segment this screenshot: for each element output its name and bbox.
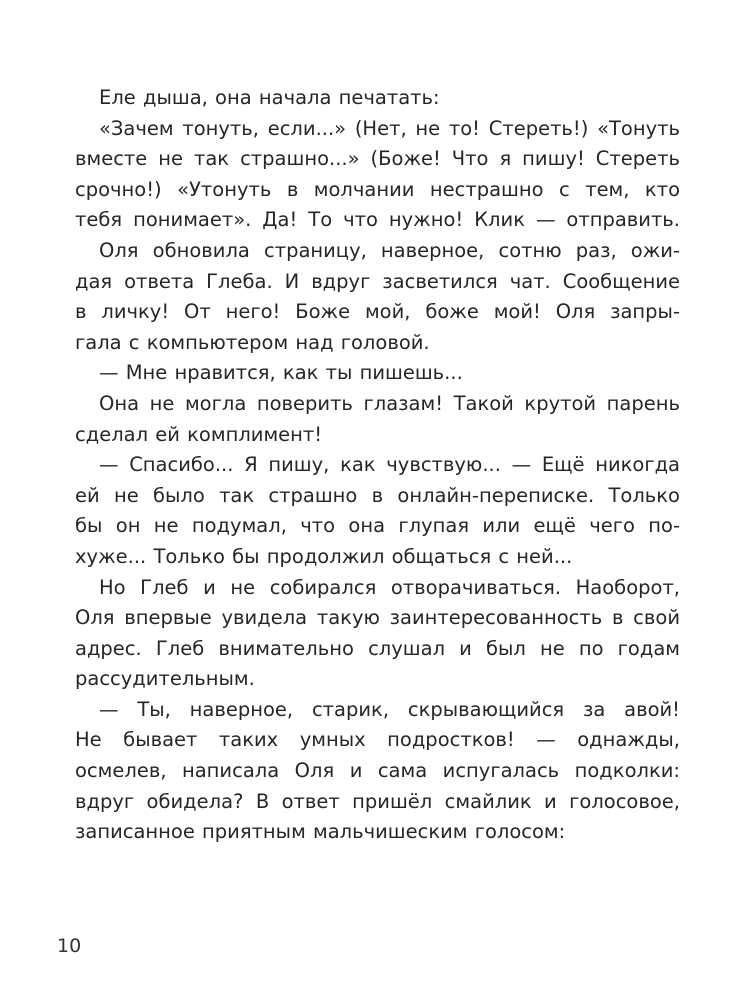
text-line: Она не могла поверить глазам! Такой крутой парень	[99, 391, 680, 415]
text-line: в личку! От него! Боже мой, боже мой! Оля запры-	[75, 300, 680, 324]
body-text	[75, 83, 680, 848]
text-line: дая ответа Глеба. И вдруг засветился чат. Сообщение	[75, 269, 680, 293]
text-line: бы он не подумал, что она глупая или ещё чего по-	[75, 514, 680, 538]
text-line: — Ты, наверное, старик, скрывающийся за авой!	[99, 697, 680, 721]
text-line: Но Глеб и не собирался отворачиваться. Наоборот,	[99, 575, 680, 599]
text-line: тебя понимает». Да! То что нужно! Клик — отправить.	[75, 208, 680, 232]
text-line: Оля обновила страницу, наверное, сотню раз, ожи-	[99, 238, 680, 262]
text-line: записанное приятным мальчишеским голосом:	[75, 820, 566, 844]
text-line: хуже... Только бы продолжил общаться с ней...	[75, 544, 573, 568]
text-line: срочно!) «Утонуть в молчании нестрашно с тем, кто	[75, 177, 680, 201]
text-line: осмелев, написала Оля и сама испугалась подколки:	[75, 759, 680, 783]
page-number: 10	[57, 935, 82, 957]
text-line: вместе не так страшно...» (Боже! Что я пишу! Стереть	[75, 147, 680, 171]
text-line: гала с компьютером над головой.	[75, 330, 430, 354]
text-line: рассудительным.	[75, 667, 255, 691]
text-line: Не бывает таких умных подростков! — однажды,	[75, 728, 680, 752]
text-line: Еле дыша, она начала печатать:	[99, 86, 440, 109]
text-line: вдруг обидела? В ответ пришёл смайлик и голосовое,	[75, 789, 680, 813]
text-line: ей не было так страшно в онлайн-переписке. Только	[75, 483, 680, 507]
text-line: сделал ей комплимент!	[75, 422, 323, 446]
text-line: Оля впервые увидела такую заинтересованность в свой	[75, 606, 680, 630]
text-line: — Спасибо... Я пишу, как чувствую... — Ещё никогда	[99, 453, 680, 477]
text-line: адрес. Глеб внимательно слушал и был не по годам	[75, 636, 680, 660]
text-line: — Мне нравится, как ты пишешь...	[99, 361, 463, 385]
text-line: «Зачем тонуть, если...» (Нет, не то! Стереть!) «Тонуть	[99, 116, 680, 140]
